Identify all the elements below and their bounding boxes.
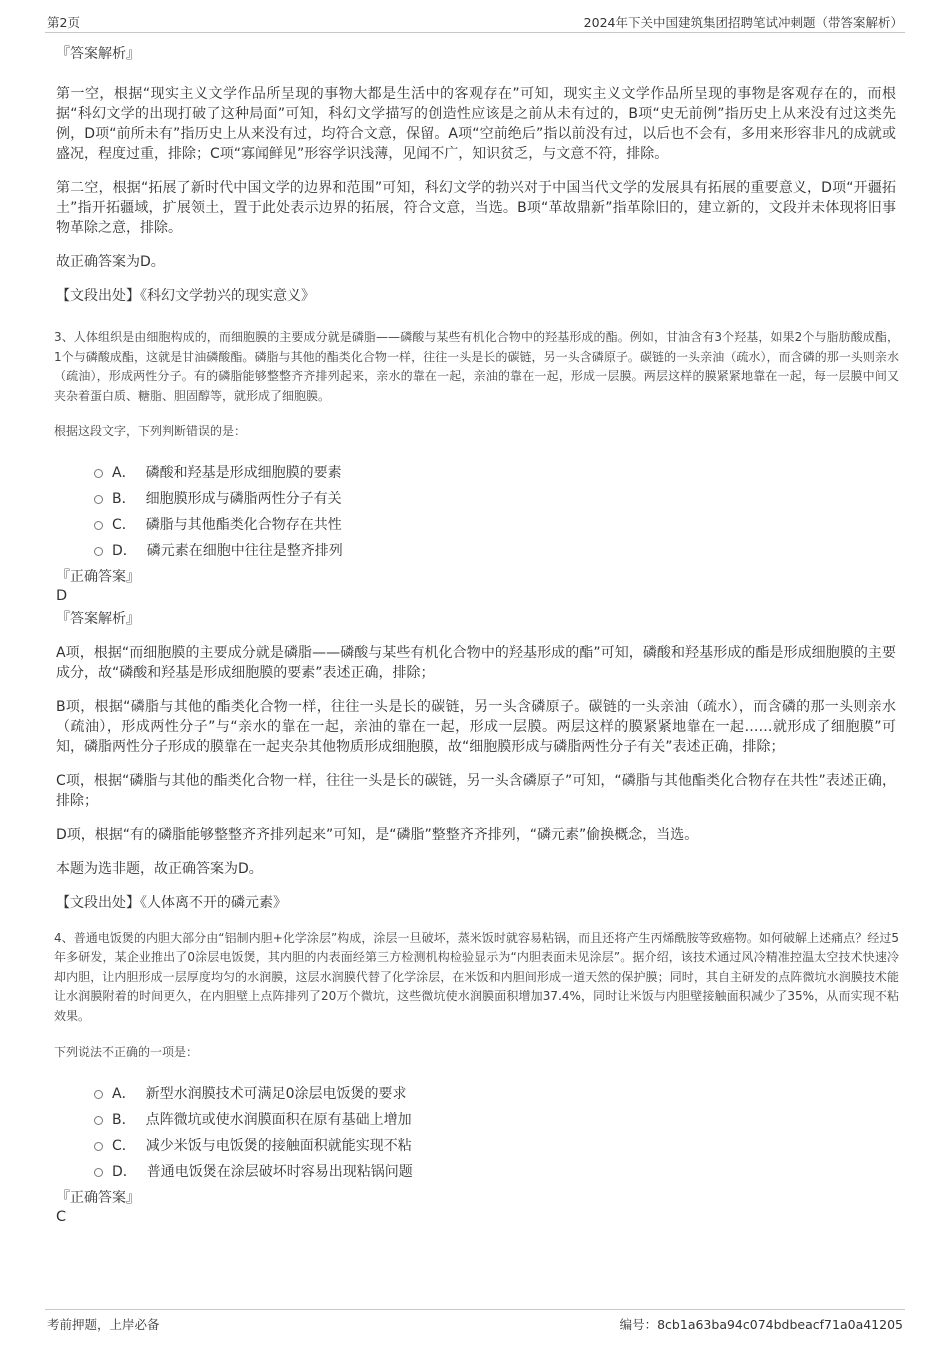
question-4-options	[94, 1080, 896, 1184]
analysis-conclusion: 本题为选非题，故正确答案为D。	[56, 860, 263, 877]
option-text: 磷酸和羟基是形成细胞膜的要素	[145, 464, 342, 481]
analysis-paragraph: C项，根据“磷脂与其他的酯类化合物一样，往往一头是长的碳链，另一头含磷原子”可知，“磷脂与其他酯类化合物存在共性”表述正确，排除；	[56, 772, 896, 809]
question-prompt: 下列说法不正确的一项是：	[54, 1045, 199, 1059]
option-b[interactable]	[94, 485, 896, 511]
document-serial: 编号：8cb1a63ba94c074bdbeacf71a0a41205	[619, 1317, 903, 1332]
page-number: 第2页	[47, 15, 80, 30]
analysis-paragraph: B项，根据“磷脂与其他的酯类化合物一样，往往一头是长的碳链，另一头含磷原子。碳链的一头亲油（疏水），而含磷的那一头则亲水（疏油），形成两性分子”与“亲水的靠在一起，亲油的靠在一起，形成一层膜。两层这样的膜紧紧地靠在一起……就形成了细胞膜”可知，磷脂两性分子形成的膜靠在一起夹杂其他物质形成细胞膜，故“细胞膜形成与磷脂两性分子有关”表述正确，排除；	[56, 698, 896, 755]
option-letter: B．	[112, 490, 136, 507]
radio-button[interactable]	[94, 1090, 103, 1099]
radio-button[interactable]	[94, 1116, 103, 1125]
option-letter: D．	[112, 542, 137, 559]
option-a[interactable]	[94, 1080, 896, 1106]
analysis-heading: 『答案解析』	[56, 46, 140, 62]
radio-button[interactable]	[94, 521, 103, 530]
question-stem: 3、人体组织是由细胞构成的，而细胞膜的主要成分就是磷脂——磷酸与某些有机化合物中的羟基形成的酯。例如，甘油含有3个羟基，如果2个与脂肪酸成酯，1个与磷酸成酯，这就是甘油磷酸酯。磷脂与其他的酯类化合物一样，往往一头是长的碳链，另一头含磷原子。碳链的一头亲油（疏水），而含磷的那一头则亲水（疏油），形成两性分子。有的磷脂能够整整齐齐排列起来，亲水的靠在一起，亲油的靠在一起，形成一层膜。两层这样的膜紧紧地靠在一起，每一层膜中间又夹杂着蛋白质、糖脂、胆固醇等，就形成了细胞膜。	[54, 330, 899, 403]
page-footer	[45, 1309, 905, 1334]
analysis-paragraph: D项，根据“有的磷脂能够整整齐齐排列起来”可知，是“磷脂”整整齐齐排列，“磷元素”偷换概念，当选。	[56, 826, 699, 843]
page-header	[45, 10, 905, 33]
page-content	[54, 44, 899, 1227]
question-prompt: 根据这段文字，下列判断错误的是：	[54, 424, 247, 438]
option-text: 细胞膜形成与磷脂两性分子有关	[145, 490, 342, 507]
option-d[interactable]	[94, 1158, 896, 1184]
option-a[interactable]	[94, 459, 896, 485]
option-letter: B．	[112, 1111, 136, 1128]
analysis-conclusion: 故正确答案为D。	[56, 254, 165, 270]
option-c[interactable]	[94, 1132, 896, 1158]
correct-answer: D	[56, 587, 68, 604]
footer-slogan: 考前押题，上岸必备	[47, 1317, 160, 1332]
correct-answer-heading: 『正确答案』	[56, 568, 140, 585]
radio-button[interactable]	[94, 1168, 103, 1177]
option-letter: C．	[112, 1137, 136, 1154]
option-letter: C．	[112, 516, 136, 533]
question-4	[54, 929, 899, 1063]
question-3	[54, 328, 899, 442]
passage-source: 【文段出处】《人体离不开的磷元素》	[56, 894, 287, 911]
radio-button[interactable]	[94, 469, 103, 478]
option-c[interactable]	[94, 511, 896, 537]
analysis-paragraph: 第一空，根据“现实主义文学作品所呈现的事物大都是生活中的客观存在”可知，现实主义文学作品所呈现的事物是客观存在的，而根据“科幻文学的出现打破了这种局面”可知，科幻文学描写的创造性应该是之前从未有过的，B项“史无前例”指历史上从来没有过这类先例，D项“前所未有”指历史上从来没有过，均符合文意，保留。A项“空前绝后”指以前没有过，以后也不会有，多用来形容非凡的成就或盛况，程度过重，排除；C项“寡闻鲜见”形容学识浅薄，见闻不广，知识贫乏，与文意不符，排除。	[56, 86, 896, 162]
analysis-paragraph: 第二空，根据“拓展了新时代中国文学的边界和范围”可知，科幻文学的勃兴对于中国当代文学的发展具有拓展的重要意义，D项“开疆拓土”指开拓疆域，扩展领土，置于此处表示边界的拓展，符合文意，当选。B项“革故鼎新”指革除旧的，建立新的，文段并未体现将旧事物革除之意，排除。	[56, 180, 896, 236]
radio-button[interactable]	[94, 1142, 103, 1151]
option-text: 磷元素在细胞中往往是整齐排列	[146, 542, 343, 559]
analysis-heading: 『答案解析』	[56, 610, 140, 627]
radio-button[interactable]	[94, 547, 103, 556]
option-text: 点阵微坑或使水润膜面积在原有基础上增加	[145, 1111, 412, 1128]
correct-answer-heading: 『正确答案』	[56, 1189, 140, 1206]
option-letter: A．	[112, 464, 136, 481]
option-text: 新型水润膜技术可满足0涂层电饭煲的要求	[145, 1085, 407, 1102]
document-title: 2024年下关中国建筑集团招聘笔试冲刺题（带答案解析）	[583, 15, 903, 30]
option-text: 普通电饭煲在涂层破坏时容易出现粘锅问题	[146, 1163, 413, 1180]
option-letter: D．	[112, 1163, 137, 1180]
option-letter: A．	[112, 1085, 136, 1102]
option-text: 磷脂与其他酯类化合物存在共性	[145, 516, 342, 533]
option-d[interactable]	[94, 537, 896, 563]
analysis-paragraph: A项，根据“而细胞膜的主要成分就是磷脂——磷酸与某些有机化合物中的羟基形成的酯”可知，磷酸和羟基形成的酯是形成细胞膜的主要成分，故“磷酸和羟基是形成细胞膜的要素”表述正确，排除；	[56, 644, 896, 681]
question-stem: 4、普通电饭煲的内胆大部分由“铝制内胆+化学涂层”构成，涂层一旦破坏，蒸米饭时就容易粘锅，而且还将产生丙烯酰胺等致癌物。如何破解上述痛点？经过5年多研发，某企业推出了0涂层电饭煲，其内胆的内表面经第三方检测机构检验显示为“内胆表面未见涂层”。据介绍，该技术通过风冷精准控温太空技术快速冷却内胆，让内胆形成一层厚度均匀的水润膜，这层水润膜代替了化学涂层，在米饭和内胆间形成一道天然的保护膜；同时，其自主研发的点阵微坑水润膜技术能让水润膜附着的时间更久，在内胆壁上点阵排列了20万个微坑，这些微坑使水润膜面积增加37.4%，同时让米饭与内胆壁接触面积减少了35%，从而实现不粘效果。	[54, 930, 899, 1023]
correct-answer: C	[56, 1208, 67, 1225]
radio-button[interactable]	[94, 495, 103, 504]
passage-source: 【文段出处】《科幻文学勃兴的现实意义》	[56, 288, 315, 304]
question-3-options	[94, 459, 896, 563]
option-text: 减少米饭与电饭煲的接触面积就能实现不粘	[145, 1137, 412, 1154]
option-b[interactable]	[94, 1106, 896, 1132]
